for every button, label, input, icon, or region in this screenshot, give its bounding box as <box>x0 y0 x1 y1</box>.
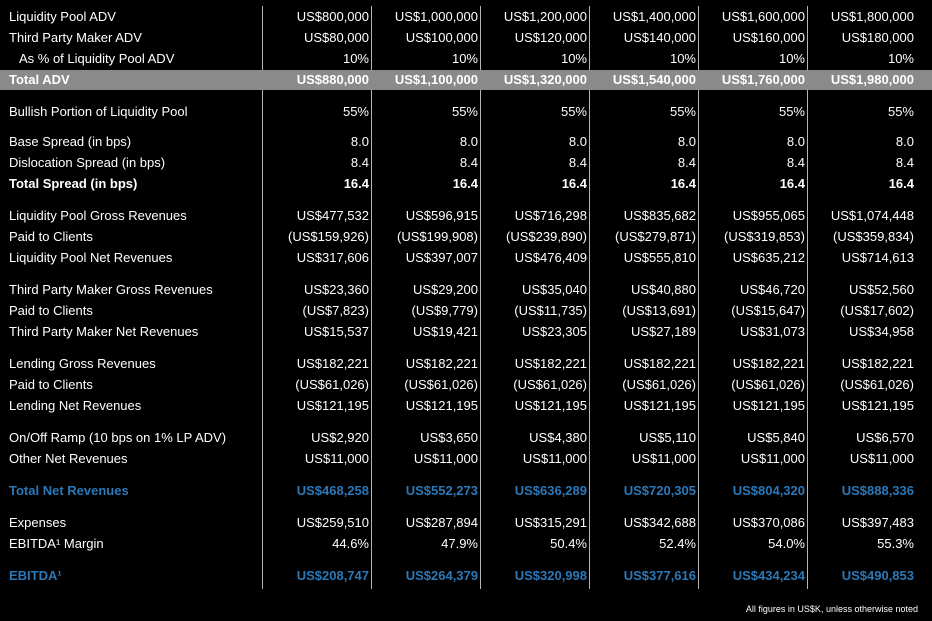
table-cell: (US$61,026) <box>404 377 478 392</box>
table-cell: US$1,074,448 <box>830 208 914 223</box>
table-row <box>0 248 932 268</box>
row-label: Liquidity Pool ADV <box>9 9 116 24</box>
table-cell: 8.0 <box>786 134 805 149</box>
row-label: Total Net Revenues <box>9 483 129 498</box>
table-cell: 8.0 <box>459 134 478 149</box>
table-cell: 16.4 <box>670 176 696 191</box>
table-row <box>0 102 932 122</box>
table-cell: (US$11,735) <box>514 303 587 318</box>
table-cell: 55.3% <box>877 536 914 551</box>
table-cell: 8.4 <box>350 155 369 170</box>
table-cell: US$800,000 <box>296 9 369 24</box>
table-cell: US$11,000 <box>849 451 914 466</box>
table-cell: US$370,086 <box>732 515 805 530</box>
table-cell: US$182,221 <box>732 356 805 371</box>
table-cell: US$15,537 <box>303 324 369 339</box>
table-cell: US$468,258 <box>296 483 369 498</box>
table-row <box>0 28 932 48</box>
table-cell: US$19,421 <box>412 324 478 339</box>
table-cell: US$377,616 <box>623 568 696 583</box>
table-cell: US$23,360 <box>303 282 369 297</box>
table-cell: US$1,320,000 <box>503 72 587 87</box>
table-row <box>0 481 932 501</box>
table-cell: (US$17,602) <box>840 303 914 318</box>
table-row <box>0 375 932 395</box>
table-cell: 47.9% <box>441 536 478 551</box>
row-label: Total Spread (in bps) <box>9 176 138 191</box>
row-label: Bullish Portion of Liquidity Pool <box>9 104 188 119</box>
table-cell: 44.6% <box>332 536 369 551</box>
table-cell: US$317,606 <box>296 250 369 265</box>
table-cell: 10% <box>887 51 914 66</box>
table-cell: US$714,613 <box>841 250 914 265</box>
table-cell: US$1,980,000 <box>830 72 914 87</box>
table-cell: 52.4% <box>659 536 696 551</box>
table-cell: US$5,840 <box>747 430 805 445</box>
table-cell: 50.4% <box>550 536 587 551</box>
table-cell: 10% <box>451 51 478 66</box>
table-cell: 10% <box>669 51 696 66</box>
table-cell: US$46,720 <box>739 282 805 297</box>
row-label: Other Net Revenues <box>9 451 128 466</box>
table-cell: US$1,000,000 <box>394 9 478 24</box>
table-cell: US$888,336 <box>841 483 914 498</box>
table-cell: US$182,221 <box>296 356 369 371</box>
table-cell: (US$279,871) <box>615 229 696 244</box>
table-cell: (US$61,026) <box>840 377 914 392</box>
table-cell: US$259,510 <box>296 515 369 530</box>
table-cell: US$635,212 <box>732 250 805 265</box>
table-cell: US$52,560 <box>848 282 914 297</box>
table-cell: (US$9,779) <box>411 303 478 318</box>
table-row <box>0 396 932 416</box>
table-cell: US$34,958 <box>848 324 914 339</box>
table-row <box>0 174 932 194</box>
table-cell: US$804,320 <box>732 483 805 498</box>
row-label: Liquidity Pool Gross Revenues <box>9 208 187 223</box>
table-cell: US$11,000 <box>522 451 587 466</box>
table-cell: US$434,234 <box>732 568 805 583</box>
table-cell: US$880,000 <box>296 72 369 87</box>
row-label: As % of Liquidity Pool ADV <box>19 51 175 66</box>
table-cell: (US$61,026) <box>513 377 587 392</box>
table-row <box>0 227 932 247</box>
row-label: Third Party Maker Gross Revenues <box>9 282 213 297</box>
table-cell: US$596,915 <box>405 208 478 223</box>
table-cell: US$1,540,000 <box>612 72 696 87</box>
table-row <box>0 534 932 554</box>
table-cell: US$11,000 <box>740 451 805 466</box>
row-label: Third Party Maker ADV <box>9 30 142 45</box>
table-cell: US$182,221 <box>841 356 914 371</box>
table-cell: US$180,000 <box>841 30 914 45</box>
table-row <box>0 206 932 226</box>
table-row <box>0 280 932 300</box>
table-row <box>0 132 932 152</box>
table-cell: US$121,195 <box>514 398 587 413</box>
table-cell: US$397,483 <box>841 515 914 530</box>
table-cell: (US$61,026) <box>622 377 696 392</box>
table-row <box>0 513 932 533</box>
footnote: All figures in US$K, unless otherwise noted <box>745 604 918 614</box>
table-cell: (US$359,834) <box>833 229 914 244</box>
table-cell: US$1,200,000 <box>503 9 587 24</box>
table-row <box>0 153 932 173</box>
table-cell: US$121,195 <box>405 398 478 413</box>
table-cell: US$100,000 <box>405 30 478 45</box>
row-label: Third Party Maker Net Revenues <box>9 324 199 339</box>
row-label: On/Off Ramp (10 bps on 1% LP ADV) <box>9 430 227 445</box>
table-cell: US$23,305 <box>521 324 587 339</box>
table-cell: 10% <box>560 51 587 66</box>
table-row <box>0 301 932 321</box>
table-cell: US$264,379 <box>405 568 478 583</box>
row-label: EBITDA¹ Margin <box>9 536 104 551</box>
table-cell: 16.4 <box>561 176 587 191</box>
table-cell: US$29,200 <box>412 282 478 297</box>
table-cell: US$552,273 <box>405 483 478 498</box>
row-label: Expenses <box>9 515 67 530</box>
table-cell: US$555,810 <box>623 250 696 265</box>
table-cell: US$397,007 <box>405 250 478 265</box>
table-cell: 8.4 <box>786 155 805 170</box>
table-cell: (US$61,026) <box>295 377 369 392</box>
table-cell: US$315,291 <box>514 515 587 530</box>
table-cell: 8.4 <box>459 155 478 170</box>
table-row <box>0 449 932 469</box>
row-label: Paid to Clients <box>9 377 93 392</box>
table-cell: 8.4 <box>677 155 696 170</box>
table-row <box>0 322 932 342</box>
table-cell: 55% <box>669 104 696 119</box>
table-cell: US$1,800,000 <box>830 9 914 24</box>
row-label: Lending Net Revenues <box>9 398 142 413</box>
table-cell: US$121,195 <box>623 398 696 413</box>
table-cell: US$490,853 <box>841 568 914 583</box>
table-cell: US$5,110 <box>639 430 696 445</box>
table-cell: 55% <box>778 104 805 119</box>
table-cell: 8.0 <box>895 134 914 149</box>
row-label: Base Spread (in bps) <box>9 134 132 149</box>
table-row <box>0 354 932 374</box>
row-label: Dislocation Spread (in bps) <box>9 155 166 170</box>
table-cell: US$476,409 <box>514 250 587 265</box>
table-cell: US$11,000 <box>413 451 478 466</box>
table-cell: US$955,065 <box>732 208 805 223</box>
table-cell: US$121,195 <box>296 398 369 413</box>
table-row <box>0 70 932 90</box>
table-cell: US$11,000 <box>631 451 696 466</box>
row-label: Paid to Clients <box>9 229 93 244</box>
table-cell: (US$319,853) <box>724 229 805 244</box>
table-cell: 55% <box>887 104 914 119</box>
table-cell: US$342,688 <box>623 515 696 530</box>
table-cell: (US$13,691) <box>622 303 696 318</box>
row-label: Paid to Clients <box>9 303 93 318</box>
table-cell: US$27,189 <box>630 324 696 339</box>
table-cell: US$160,000 <box>732 30 805 45</box>
table-cell: US$40,880 <box>630 282 696 297</box>
table-cell: 8.0 <box>568 134 587 149</box>
table-cell: US$3,650 <box>420 430 478 445</box>
table-cell: 16.4 <box>888 176 914 191</box>
table-row <box>0 49 932 69</box>
table-cell: US$6,570 <box>856 430 914 445</box>
table-cell: US$1,100,000 <box>394 72 478 87</box>
table-cell: 10% <box>342 51 369 66</box>
table-row <box>0 428 932 448</box>
table-cell: US$182,221 <box>405 356 478 371</box>
table-cell: US$1,400,000 <box>612 9 696 24</box>
table-cell: US$835,682 <box>623 208 696 223</box>
row-label: Liquidity Pool Net Revenues <box>9 250 173 265</box>
table-cell: US$716,298 <box>514 208 587 223</box>
table-cell: (US$7,823) <box>302 303 369 318</box>
table-cell: US$287,894 <box>405 515 478 530</box>
table-cell: US$140,000 <box>623 30 696 45</box>
table-row <box>0 566 932 586</box>
table-cell: 55% <box>451 104 478 119</box>
table-cell: (US$15,647) <box>731 303 805 318</box>
table-cell: (US$159,926) <box>288 229 369 244</box>
table-cell: (US$61,026) <box>731 377 805 392</box>
table-row <box>0 7 932 27</box>
table-cell: 8.4 <box>895 155 914 170</box>
table-cell: US$477,532 <box>296 208 369 223</box>
table-cell: US$31,073 <box>739 324 805 339</box>
table-cell: 8.0 <box>677 134 696 149</box>
table-cell: US$121,195 <box>732 398 805 413</box>
table-cell: US$120,000 <box>514 30 587 45</box>
row-label: Total ADV <box>9 72 70 87</box>
table-cell: US$720,305 <box>623 483 696 498</box>
table-cell: US$208,747 <box>296 568 369 583</box>
table-cell: 55% <box>560 104 587 119</box>
table-cell: US$182,221 <box>623 356 696 371</box>
table-cell: US$2,920 <box>311 430 369 445</box>
row-label: EBITDA¹ <box>9 568 62 583</box>
table-cell: 16.4 <box>343 176 369 191</box>
table-cell: US$11,000 <box>304 451 369 466</box>
table-cell: US$182,221 <box>514 356 587 371</box>
row-label: Lending Gross Revenues <box>9 356 156 371</box>
table-cell: 16.4 <box>779 176 805 191</box>
table-cell: 10% <box>778 51 805 66</box>
table-cell: US$1,600,000 <box>721 9 805 24</box>
table-cell: US$320,998 <box>514 568 587 583</box>
table-cell: (US$199,908) <box>397 229 478 244</box>
table-cell: 8.0 <box>350 134 369 149</box>
table-cell: (US$239,890) <box>506 229 587 244</box>
table-cell: 8.4 <box>568 155 587 170</box>
table-cell: US$35,040 <box>521 282 587 297</box>
table-cell: US$80,000 <box>303 30 369 45</box>
table-cell: 54.0% <box>768 536 805 551</box>
table-cell: 16.4 <box>452 176 478 191</box>
table-cell: US$121,195 <box>841 398 914 413</box>
table-cell: US$1,760,000 <box>721 72 805 87</box>
table-cell: 55% <box>342 104 369 119</box>
table-cell: US$636,289 <box>514 483 587 498</box>
table-cell: US$4,380 <box>529 430 587 445</box>
